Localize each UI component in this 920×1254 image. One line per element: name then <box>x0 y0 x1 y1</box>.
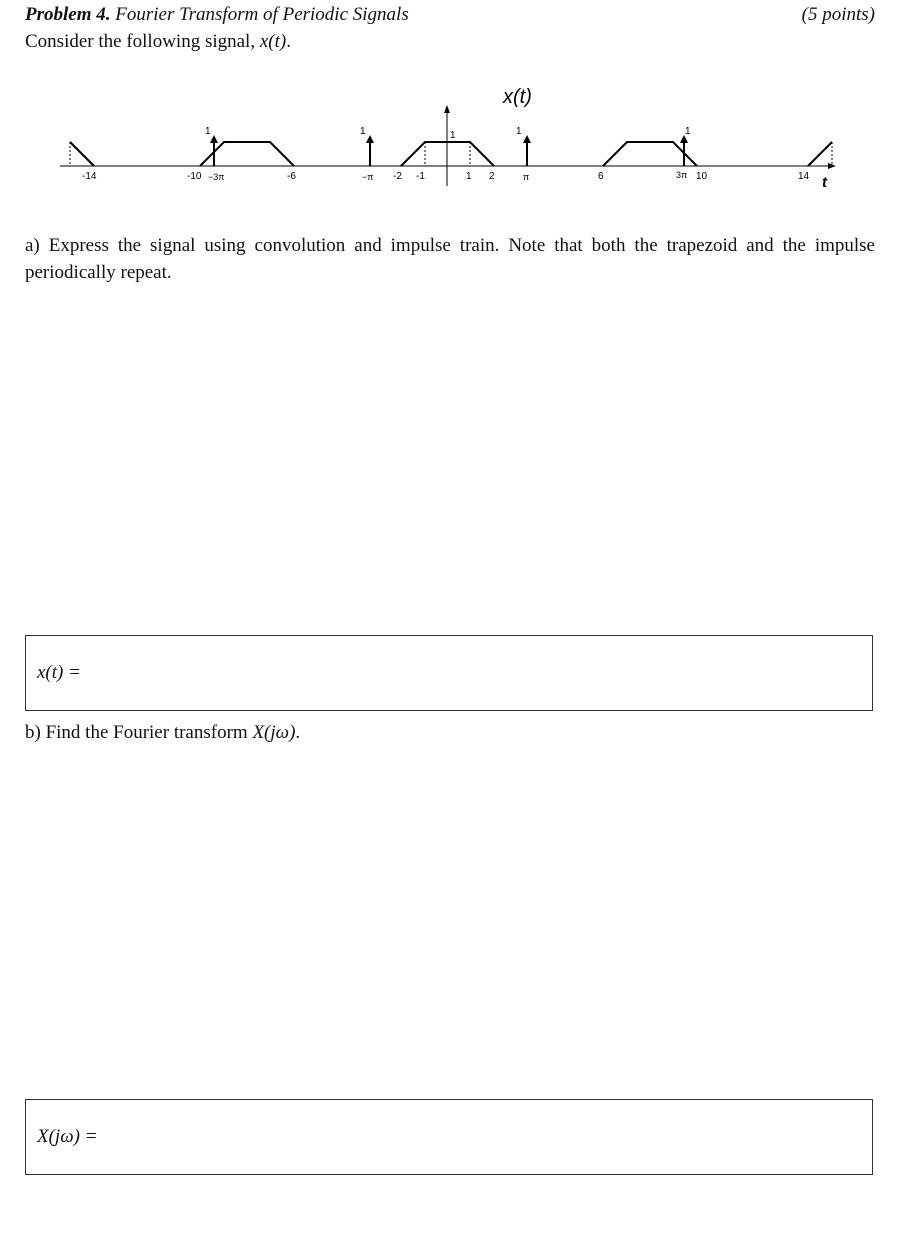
impulse-arrow-icon <box>523 135 531 143</box>
axis-label-t: t <box>822 174 827 191</box>
part-b-text: b) Find the Fourier transform <box>25 722 253 743</box>
intro-text <box>25 31 291 53</box>
answer-a-label: x(t) = <box>37 662 81 683</box>
answer-box-b[interactable] <box>25 1099 873 1175</box>
signal-label: x(t) <box>503 86 532 108</box>
signal-figure <box>0 80 920 200</box>
part-b-period: . <box>295 722 301 743</box>
impulse-arrow-icon <box>366 135 374 143</box>
y-axis-arrow-icon <box>444 105 450 113</box>
tick-label: π <box>523 172 530 182</box>
tick-label: 3π <box>676 170 688 180</box>
tick-label: −3π <box>208 172 225 182</box>
impulse-arrow-icon <box>210 135 218 143</box>
answer-box-a[interactable] <box>25 635 873 711</box>
intro-sentence: Consider the following signal, <box>25 31 260 52</box>
tick-label: 2 <box>489 171 495 182</box>
tick-label: 10 <box>696 171 708 182</box>
problem-number: Problem 4. <box>25 4 111 25</box>
impulse-label: 1 <box>360 126 366 137</box>
trapezoid-period-plus-1 <box>603 142 697 166</box>
trapezoid-left-edge <box>70 142 94 166</box>
impulse-label: 1 <box>516 126 522 137</box>
tick-label: -14 <box>82 171 97 182</box>
tick-label: 1 <box>466 171 472 182</box>
part-b-expression: X(jω) <box>252 722 296 743</box>
impulse-label: 1 <box>685 126 691 137</box>
tick-label: 14 <box>798 171 810 182</box>
tick-label: −π <box>362 172 374 182</box>
problem-title-text: Fourier Transform of Periodic Signals <box>115 4 409 25</box>
points-label: (5 points) <box>801 4 875 25</box>
impulse-label: 1 <box>205 126 211 137</box>
intro-signal: x(t) <box>259 31 287 52</box>
signal-plot <box>0 80 920 200</box>
tick-label: -6 <box>287 171 296 182</box>
problem-title <box>25 4 409 26</box>
intro-period: . <box>286 31 291 52</box>
tick-label: -10 <box>187 171 202 182</box>
tick-label: -2 <box>393 171 402 182</box>
tick-label: -1 <box>416 171 425 182</box>
tick-label: 6 <box>598 171 604 182</box>
trapezoid-height-label: 1 <box>450 130 456 141</box>
answer-b-label: X(jω) = <box>37 1126 98 1147</box>
trapezoid-right-edge <box>808 142 832 166</box>
problem-header <box>25 4 875 30</box>
part-b-question <box>25 722 300 744</box>
part-a-question: a) Express the signal using convolution and impulse train. Note that both the trapezoid and the impulse periodically repeat. <box>25 235 875 283</box>
